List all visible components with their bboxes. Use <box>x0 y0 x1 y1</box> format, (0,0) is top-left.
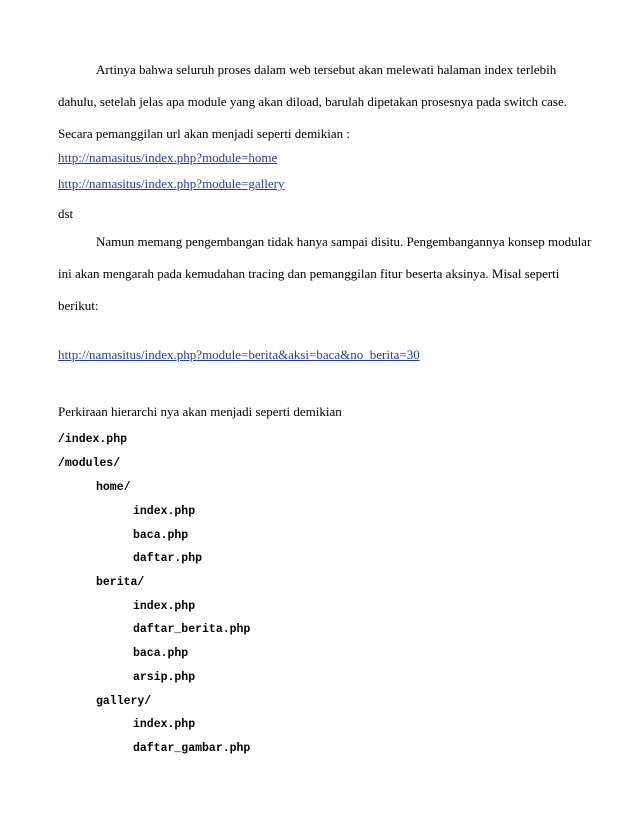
tree-index-file: /index.php <box>58 433 128 446</box>
tree-gallery-dir: gallery/ <box>96 695 152 708</box>
tree-gallery-file: index.php <box>133 718 196 731</box>
tree-berita-dir: berita/ <box>96 576 145 589</box>
paragraph1-line2: dahulu, setelah jelas apa module yang akan diload, barulah dipetakan prosesnya pada switch case. <box>58 94 567 109</box>
paragraph2-line1: Namun memang pengembangan tidak hanya sampai disitu. Pengembangannya konsep modular <box>96 234 592 249</box>
tree-gallery-file: daftar_gambar.php <box>133 742 251 755</box>
tree-berita-file: baca.php <box>133 647 189 660</box>
tree-home-dir: home/ <box>96 481 131 494</box>
tree-berita-file: daftar_berita.php <box>133 623 251 636</box>
tree-home-file: daftar.php <box>133 552 203 565</box>
tree-home-file: baca.php <box>133 529 189 542</box>
paragraph2-line3: berikut: <box>58 298 99 313</box>
tree-berita-file: arsip.php <box>133 671 196 684</box>
tree-home-file: index.php <box>133 505 196 518</box>
link-module-gallery[interactable]: http://namasitus/index.php?module=gallery <box>58 176 285 191</box>
dst-text: dst <box>58 206 74 221</box>
paragraph1-line3: Secara pemanggilan url akan menjadi seperti demikian : <box>58 126 351 141</box>
paragraph2-line2: ini akan mengarah pada kemudahan tracing dan pemanggilan fitur beserta aksinya. Misal seperti <box>58 266 560 281</box>
tree-berita-file: index.php <box>133 600 196 613</box>
link-module-home[interactable]: http://namasitus/index.php?module=home <box>58 150 278 165</box>
paragraph1-line1: Artinya bahwa seluruh proses dalam web tersebut akan melewati halaman index terlebih <box>96 62 557 77</box>
tree-modules-dir: /modules/ <box>58 457 121 470</box>
hierarchy-intro: Perkiraan hierarchi nya akan menjadi seperti demikian <box>58 404 342 419</box>
link-module-berita[interactable]: http://namasitus/index.php?module=berita&aksi=baca&no_berita=30 <box>58 347 420 362</box>
